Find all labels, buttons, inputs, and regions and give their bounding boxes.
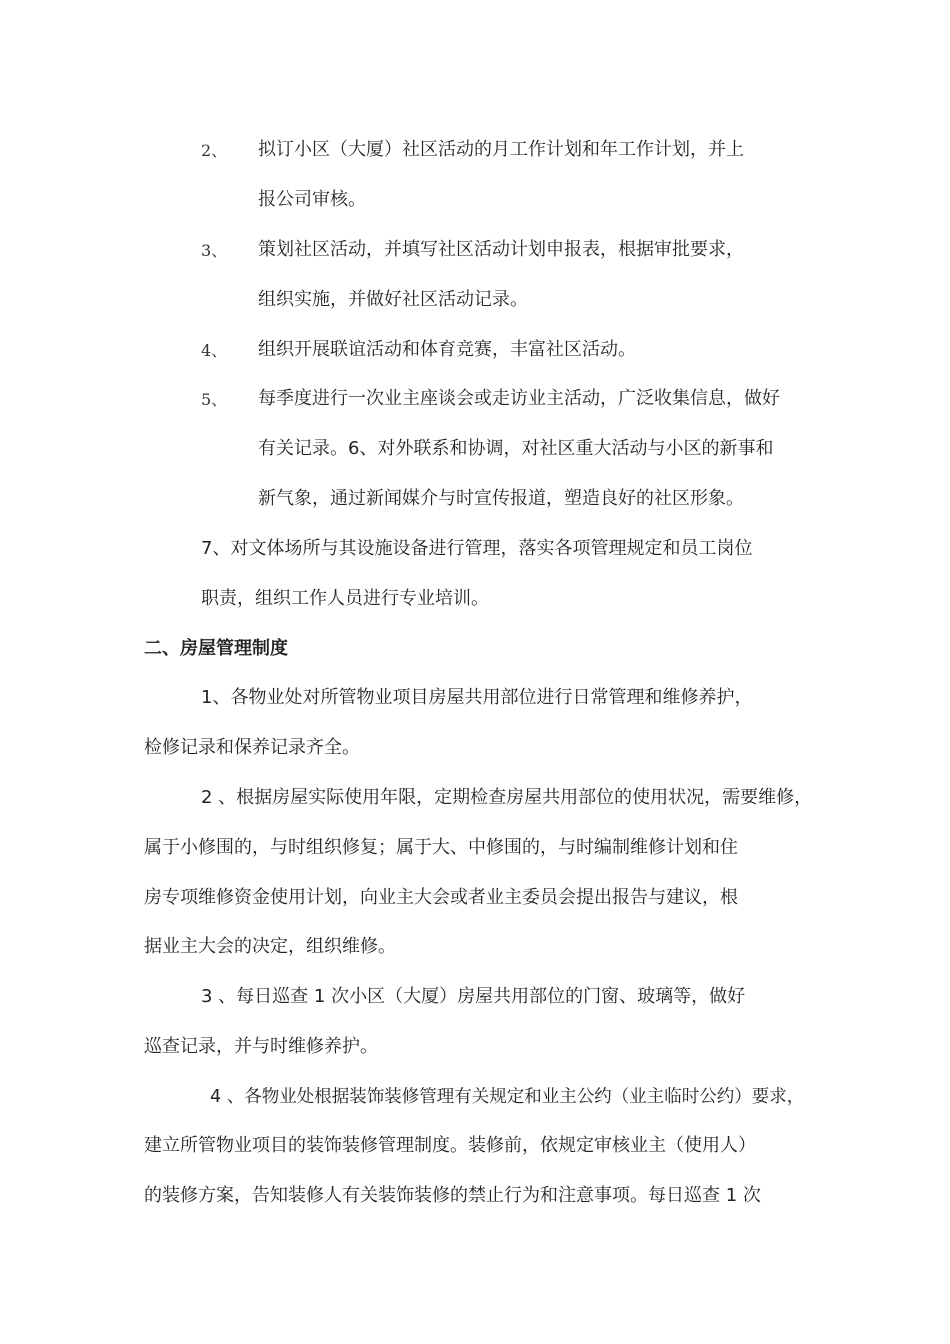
list-item-2-line-2: 报公司审核。	[258, 189, 366, 210]
list-item-5-line-1: 每季度进行一次业主座谈会或走访业主活动，广泛收集信息，做好	[258, 388, 780, 409]
paragraph-2-line-4: 据业主大会的决定，组织维修。	[144, 936, 396, 957]
list-item-3-line-2: 组织实施，并做好社区活动记录。	[258, 289, 528, 310]
list-item-2-line-1: 拟订小区（大厦）社区活动的月工作计划和年工作计划，并上	[258, 139, 744, 160]
paragraph-3-line-1: 3 、每日巡查 1 次小区（大厦）房屋共用部位的门窗、玻璃等，做好	[201, 986, 746, 1007]
paragraph-4-line-3: 的装修方案，告知装修人有关装饰装修的禁止行为和注意事项。每日巡查 1 次	[144, 1185, 761, 1206]
paragraph-3-line-2: 巡查记录，并与时维修养护。	[144, 1036, 378, 1057]
list-item-4-line-1: 组织开展联谊活动和体育竞赛，丰富社区活动。	[258, 339, 636, 360]
paragraph-4-line-1: 4 、各物业处根据装饰装修管理有关规定和业主公约（业主临时公约）要求，	[210, 1087, 805, 1107]
paragraph-2-line-3: 房专项维修资金使用计划，向业主大会或者业主委员会提出报告与建议，根	[144, 887, 738, 908]
list-item-5-line-2: 有关记录。6、对外联系和协调，对社区重大活动与小区的新事和	[258, 438, 774, 459]
list-number-5: 5、	[201, 390, 228, 409]
list-number-2: 2、	[201, 141, 228, 160]
section-heading: 二、房屋管理制度	[144, 638, 288, 659]
paragraph-1-line-1: 1、各物业处对所管物业项目房屋共用部位进行日常管理和维修养护，	[201, 687, 753, 708]
paragraph-1-line-2: 检修记录和保养记录齐全。	[144, 737, 360, 758]
paragraph-4-line-2: 建立所管物业项目的装饰装修管理制度。装修前，依规定审核业主（使用人）	[144, 1135, 756, 1156]
list-number-3: 3、	[201, 241, 228, 260]
list-item-7-line-1: 7、对文体场所与其设施设备进行管理，落实各项管理规定和员工岗位	[201, 538, 753, 559]
list-item-5-line-3: 新气象，通过新闻媒介与时宣传报道，塑造良好的社区形象。	[258, 488, 744, 509]
paragraph-2-line-1: 2 、根据房屋实际使用年限，定期检查房屋共用部位的使用状况，需要维修，	[201, 787, 813, 808]
list-item-7-line-2: 职责，组织工作人员进行专业培训。	[201, 588, 489, 609]
paragraph-2-line-2: 属于小修围的，与时组织修复；属于大、中修围的，与时编制维修计划和住	[144, 837, 738, 858]
list-item-3-line-1: 策划社区活动，并填写社区活动计划申报表，根据审批要求，	[258, 239, 744, 260]
list-number-4: 4、	[201, 341, 228, 360]
